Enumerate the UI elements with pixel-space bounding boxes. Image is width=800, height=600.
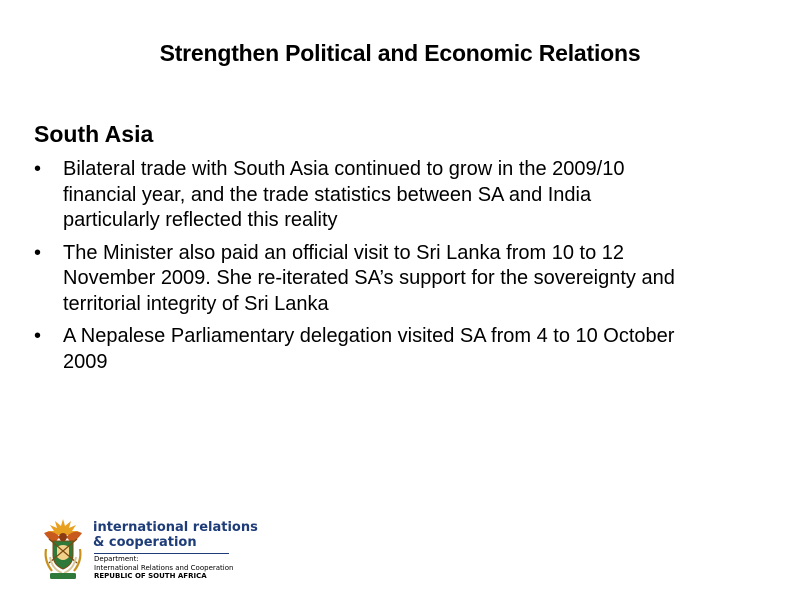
- logo-name-line: international relations: [93, 520, 258, 535]
- dirco-logo: [38, 517, 258, 581]
- bullet-line: The Minister also paid an official visit to Sri Lanka from 10 to 12: [63, 241, 625, 264]
- logo-dept-line: REPUBLIC OF SOUTH AFRICA: [94, 572, 207, 580]
- bullet-icon: •: [34, 325, 42, 347]
- section-heading: South Asia: [34, 121, 154, 147]
- bullet-item: [34, 157, 764, 234]
- bullet-line: A Nepalese Parliamentary delegation visited SA from 4 to 10 October: [63, 325, 675, 347]
- bullet-line: Bilateral trade with South Asia continued to grow in the 2009/10: [63, 158, 625, 180]
- logo-department: [94, 555, 233, 581]
- bullet-item: [34, 324, 764, 375]
- bullet-line: financial year, and the trade statistics between SA and India: [63, 183, 592, 206]
- logo-divider: [94, 553, 229, 554]
- logo-name: [93, 520, 258, 550]
- logo-name-line: & cooperation: [93, 535, 197, 550]
- bullet-line: territorial integrity of Sri Lanka: [63, 292, 329, 315]
- slide-title: Strengthen Political and Economic Relations: [159, 40, 641, 66]
- bullet-list: [34, 157, 764, 382]
- bullet-item: [34, 241, 764, 318]
- coat-of-arms-icon: [38, 517, 88, 581]
- bullet-line: November 2009. She re-iterated SA’s support for the sovereignty and: [63, 267, 675, 289]
- bullet-icon: •: [34, 241, 42, 264]
- logo-dept-line: Department:: [94, 555, 139, 563]
- logo-dept-line: International Relations and Cooperation: [94, 563, 234, 572]
- bullet-line: particularly reflected this reality: [63, 209, 338, 231]
- bullet-line: 2009: [63, 350, 108, 373]
- bullet-icon: •: [34, 158, 42, 180]
